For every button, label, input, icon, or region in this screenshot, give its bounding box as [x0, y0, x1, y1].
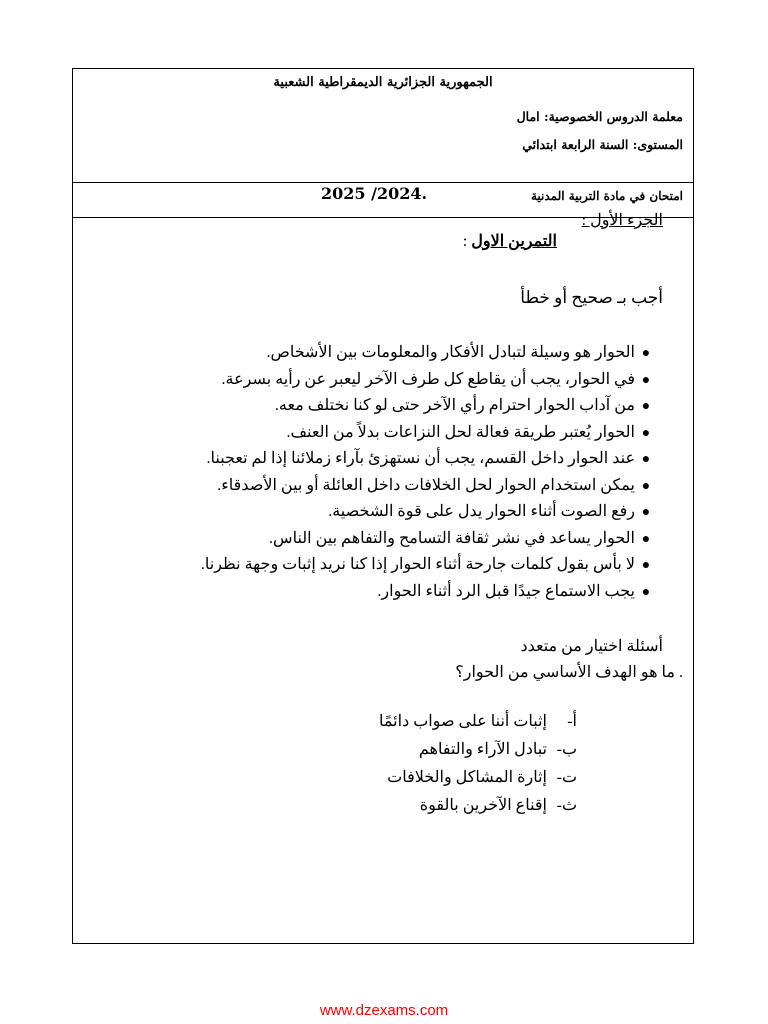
statement-text: من آداب الحوار احترام رأي الآخر حتى لو كنا نختلف معه.	[274, 397, 635, 414]
statement-item	[201, 420, 657, 447]
exercise-title-colon: :	[462, 233, 472, 250]
statement-item	[201, 340, 657, 367]
option-item	[379, 792, 577, 820]
exam-sheet	[72, 68, 694, 944]
teacher-name: معلمة الدروس الخصوصية: امال	[516, 109, 683, 124]
bullet-icon: ●	[641, 425, 651, 441]
exam-body	[73, 212, 693, 943]
option-text: إثبات أننا على صواب دائمًا	[379, 713, 547, 730]
school-year: 2025 /2024.	[321, 184, 428, 203]
bullet-icon: ●	[641, 372, 651, 388]
option-letter: ث-	[556, 797, 577, 814]
statement-list	[201, 340, 657, 605]
instruction: أجب بـ صحيح أو خطأ	[520, 288, 663, 307]
option-letter: ب-	[556, 741, 577, 758]
statement-text: الحوار هو وسيلة لتبادل الأفكار والمعلومات بين الأشخاص.	[266, 344, 635, 361]
option-letter: أ-	[567, 713, 577, 730]
bullet-icon: ●	[641, 346, 651, 361]
statement-item	[201, 367, 657, 394]
statement-text: عند الحوار داخل القسم، يجب أن نستهزئ بآراء زملائنا إذا لم تعجبنا.	[206, 450, 635, 467]
option-list	[379, 708, 577, 820]
statement-item	[201, 579, 657, 606]
option-text: إثارة المشاكل والخلافات	[387, 769, 547, 786]
school-level: المستوى: السنة الرابعة ابتدائي	[522, 137, 683, 152]
option-text: تبادل الآراء والتفاهم	[418, 741, 547, 758]
statement-item	[201, 473, 657, 500]
statement-item	[201, 446, 657, 473]
bullet-icon: ●	[641, 399, 651, 414]
option-item	[379, 764, 577, 792]
exercise-title-text: التمرين الاول	[471, 233, 557, 250]
bullet-icon: ●	[641, 558, 651, 573]
mcq-question: . ما هو الهدف الأساسي من الحوار؟	[455, 664, 683, 681]
exam-subject: امتحان في مادة التربية المدنية	[530, 189, 683, 203]
mcq-title: أسئلة اختيار من متعدد	[520, 638, 663, 655]
statement-text: لا بأس بقول كلمات جارحة أثناء الحوار إذا كنا نريد إثبات وجهة نظرنا.	[200, 556, 635, 573]
statement-text: رفع الصوت أثناء الحوار يدل على قوة الشخصية.	[328, 503, 635, 520]
statement-text: يجب الاستماع جيدًا قبل الرد أثناء الحوار.	[377, 582, 635, 600]
part-title: الجزء الأول :	[581, 212, 663, 229]
option-text: إقناع الآخرين بالقوة	[419, 797, 547, 814]
republic-title: الجمهورية الجزائرية الديمقراطية الشعبية	[273, 75, 493, 90]
bullet-icon: ●	[641, 505, 651, 520]
statement-text: في الحوار، يجب أن يقاطع كل طرف الآخر ليعبر عن رأيه بسرعة.	[221, 370, 635, 388]
bullet-icon: ●	[641, 531, 651, 547]
statement-item	[201, 499, 657, 526]
bullet-icon: ●	[641, 452, 651, 467]
header-box	[73, 69, 693, 183]
statement-item	[201, 552, 657, 579]
footer-url[interactable]: www.dzexams.com	[319, 1002, 449, 1019]
statement-item	[201, 393, 657, 420]
statement-text: يمكن استخدام الحوار لحل الخلافات داخل العائلة أو بين الأصدقاء.	[217, 476, 635, 494]
statement-text: الحوار يساعد في نشر ثقافة التسامح والتفاهم بين الناس.	[269, 529, 635, 547]
statement-item	[201, 526, 657, 553]
statement-text: الحوار يُعتبر طريقة فعالة لحل النزاعات بدلاً من العنف.	[286, 423, 635, 441]
bullet-icon: ●	[641, 478, 651, 494]
option-item	[379, 736, 577, 764]
option-item	[379, 708, 577, 736]
bullet-icon: ●	[641, 584, 651, 600]
exercise-title	[463, 231, 557, 251]
option-letter: ت-	[556, 769, 577, 786]
